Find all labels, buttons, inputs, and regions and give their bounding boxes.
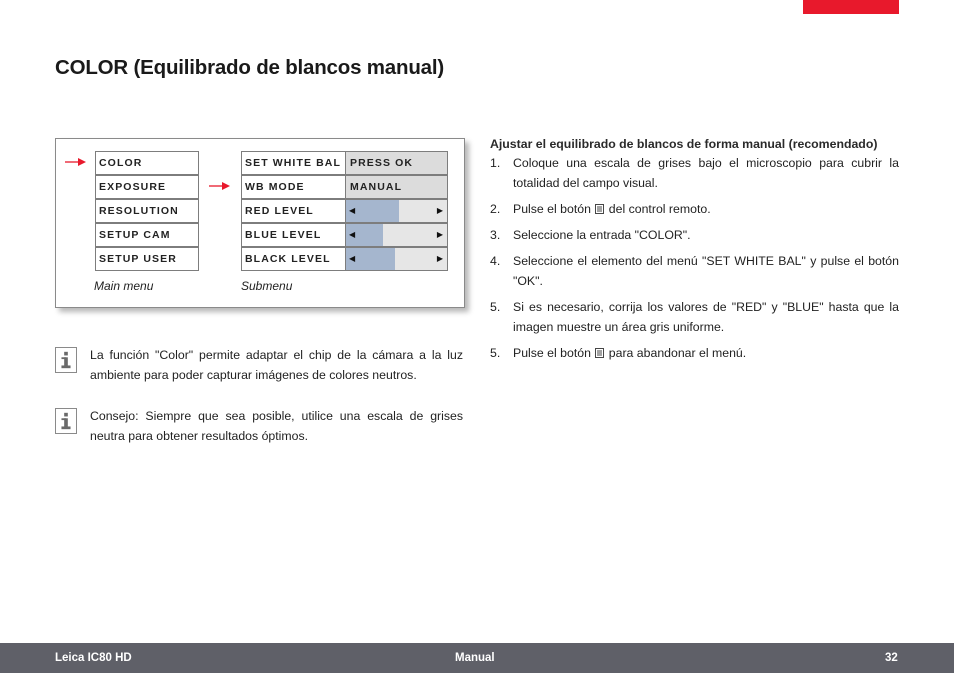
step-text: Si es necesario, corrija los valores de "RED" y "BLUE" hasta que la imagen muestre un área gris uniforme. — [513, 300, 899, 334]
instruction-step — [490, 251, 899, 291]
slider-right-arrow-icon: ▶ — [436, 254, 443, 263]
step-number: 4. — [490, 254, 501, 268]
step-text-after: del control remoto. — [605, 202, 711, 216]
submenu-item-red-level: RED LEVEL — [241, 199, 346, 223]
footer-product-name: Leica IC80 HD — [55, 652, 132, 664]
slider-left-arrow-icon: ◀ — [349, 230, 356, 239]
step-number: 5. — [490, 300, 501, 314]
remote-menu-icon — [595, 348, 604, 358]
step-text: Seleccione la entrada "COLOR". — [513, 228, 691, 242]
instruction-step — [490, 343, 899, 363]
instruction-step — [490, 153, 899, 193]
menu-diagram — [55, 138, 465, 308]
step-number: 5. — [490, 346, 501, 360]
step-number: 1. — [490, 156, 501, 170]
step-text: Coloque una escala de grises bajo el microscopio para cubrir la totalidad del campo visual. — [513, 156, 899, 190]
footer-page-number: 32 — [885, 652, 898, 664]
remote-menu-icon — [595, 204, 604, 214]
tip-note-text: Consejo: Siempre que sea posible, utilice una escala de grises neutra para obtener resultados óptimos. — [90, 409, 463, 443]
red-level-slider — [346, 199, 448, 223]
submenu-value-manual: MANUAL — [346, 175, 448, 199]
step-text-before: Pulse el botón — [513, 202, 595, 216]
step-text-after: para abandonar el menú. — [605, 346, 747, 360]
footer-section-label: Manual — [455, 652, 495, 664]
page-title: COLOR (Equilibrado de blancos manual) — [55, 56, 444, 79]
slider-left-arrow-icon: ◀ — [349, 254, 356, 263]
submenu-caption: Submenu — [241, 279, 293, 293]
instruction-step — [490, 225, 899, 245]
info-note-text: La función "Color" permite adaptar el chip de la cámara a la luz ambiente para poder capturar imágenes de colores neutros. — [90, 348, 463, 382]
submenu-value-press-ok: PRESS OK — [346, 151, 448, 175]
step-text: Seleccione el elemento del menú "SET WHITE BAL" y pulse el botón "OK". — [513, 254, 899, 288]
main-menu-caption: Main menu — [94, 279, 154, 293]
black-level-slider — [346, 247, 448, 271]
instructions-section — [490, 135, 899, 363]
info-note — [55, 345, 463, 385]
main-menu-item-exposure: EXPOSURE — [95, 175, 199, 199]
info-icon — [55, 347, 77, 373]
slider-right-arrow-icon: ▶ — [436, 206, 443, 215]
tip-note — [55, 406, 463, 446]
main-menu-item-color: COLOR — [95, 151, 199, 175]
pointer-arrow-icon — [65, 157, 87, 167]
main-menu-item-setup-cam: SETUP CAM — [95, 223, 199, 247]
main-menu-item-setup-user: SETUP USER — [95, 247, 199, 271]
submenu-item-wb-mode: WB MODE — [241, 175, 346, 199]
pointer-arrow-icon — [209, 181, 231, 191]
submenu-item-set-white-bal: SET WHITE BAL — [241, 151, 346, 175]
step-number: 3. — [490, 228, 501, 242]
slider-right-arrow-icon: ▶ — [436, 230, 443, 239]
step-number: 2. — [490, 202, 501, 216]
step-text-before: Pulse el botón — [513, 346, 595, 360]
instruction-step — [490, 297, 899, 337]
page-footer — [0, 643, 954, 673]
slider-left-arrow-icon: ◀ — [349, 206, 356, 215]
main-menu-item-resolution: RESOLUTION — [95, 199, 199, 223]
info-icon — [55, 408, 77, 434]
blue-level-slider — [346, 223, 448, 247]
submenu-item-blue-level: BLUE LEVEL — [241, 223, 346, 247]
instruction-step — [490, 199, 899, 219]
submenu-item-black-level: BLACK LEVEL — [241, 247, 346, 271]
instructions-heading: Ajustar el equilibrado de blancos de forma manual (recomendado) — [490, 137, 878, 151]
header-accent-tab — [803, 0, 899, 14]
instruction-steps — [490, 153, 899, 363]
